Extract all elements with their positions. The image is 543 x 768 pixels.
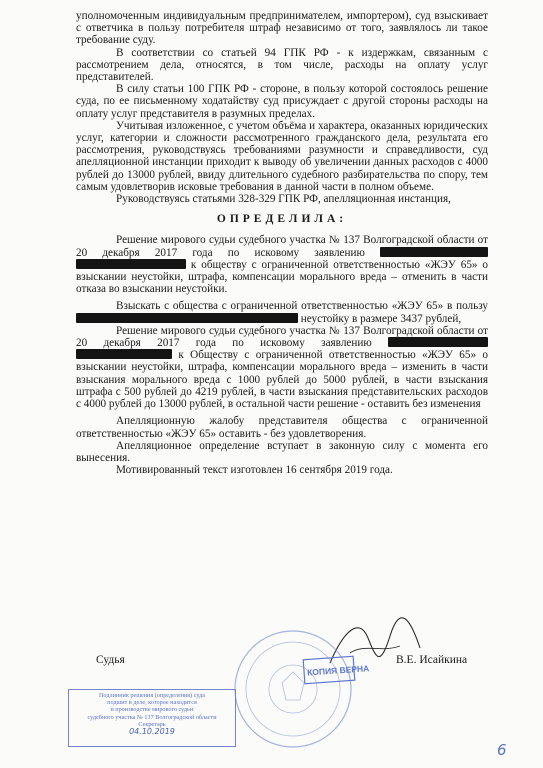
court-stamp [68,689,236,747]
ruling-paragraph [76,325,488,410]
stamp-line: Секретарь [138,720,166,728]
ruling-paragraph [76,300,488,324]
stamp-line: Подлинник решения (определения) суда [98,692,206,699]
redaction [380,247,488,257]
ruling-paragraph: Апелляционное определение вступает в законную силу с момента его вынесения. [76,439,488,464]
stamp-line: в производстве мирового судьи [110,706,194,714]
ruling-paragraph [76,234,488,295]
ruling-text: Решение мирового судьи судебного участка № 137 Волгоградской области от 20 декабря 2017 года по исковому заявлению [76,234,488,259]
ruling-text: неустойку в размере 3437 рублей, [300,312,462,325]
paragraph: Учитывая изложенное, с учетом объёма и характера, оказанных юридических услуг, категории и сложности рассмотренного гражданского дела, результата его рассмотрения, руководствуясь требованиями разумности и справедливости, суд апелляционной инстанции приходит к выводу об увеличении данных расходов с 4000 рублей до 13000 рублей, ввиду длительного судебного разбирательства по спору, тем самым удовлетворив исковые требования в данной части в полном объеме. [76,119,488,193]
judge-label: Судья [96,654,125,666]
ruling-heading: ОПРЕДЕЛИЛА: [216,213,348,226]
page-number: 6 [497,741,507,759]
stamp-line: подшит в деле, которое находится [107,699,197,707]
redaction [76,349,172,359]
ruling-text: Взыскать с общества с ограниченной ответственностью «ЖЭУ 65» в пользу [116,300,488,313]
paragraph: уполномоченным индивидуальным предпринимателем, импортером), суд взыскивает с ответчика в пользу потребителя штраф независимо от того, заявлялось ли такое требование суду. [76,10,488,47]
redaction [388,337,488,347]
court-seal-icon [232,628,370,750]
stamp-line: судебного участка № 137 Волгоградской области [87,713,217,721]
ruling-text: к обществу с ограниченной ответственностью «ЖЭУ 65» о взыскании неустойки, штрафа, компенсации морального вреда – отменить в части отказа во взыскании неустойки. [76,258,488,296]
redaction [76,259,186,269]
redaction [76,313,298,323]
document-body [76,10,488,476]
paragraph: В соответствии со статьей 94 ГПК РФ - к издержкам, связанным с рассмотрением дела, относятся, в том числе, расходы на оплату услуг представителей. [76,46,488,84]
paragraph: В силу статьи 100 ГПК РФ - стороне, в пользу которой состоялось решение суда, по ее письменному ходатайству суд присуждает с другой стороны расходы на оплату услуг представителя в разумных пределах. [76,83,488,120]
ruling-text: к Обществу с ограниченной ответственностью «ЖЭУ 65» о взыскании неустойки, штрафа, компенсации морального вреда – изменить в части взыскания морального вреда с 1000 рублей до 5000 рублей, в части взыскания штрафа с 500 рублей до 4219 рублей, в части взыскания представительских расходов с 4000 рублей до 13000 рублей, в остальной части решение - оставить без изменения [76,349,488,411]
ruling-paragraph: Мотивированный текст изготовлен 16 сентября 2019 года. [116,464,393,477]
judge-name: В.Е. Исайкина [396,654,468,666]
stamp-handwritten-date: 04.10.2019 [129,727,175,737]
paragraph: Руководствуясь статьями 328-329 ГПК РФ, апелляционная инстанция, [116,193,451,206]
ruling-paragraph: Апелляционную жалобу представителя общества с ограниченной ответственностью «ЖЭУ 65» оставить - без удовлетворения. [76,415,488,440]
ruling-text: Решение мирового судьи судебного участка № 137 Волгоградской области от 20 декабря 2017 года по исковому заявлению [76,324,488,350]
seal-text: КОПИЯ ВЕРНА [306,663,370,678]
